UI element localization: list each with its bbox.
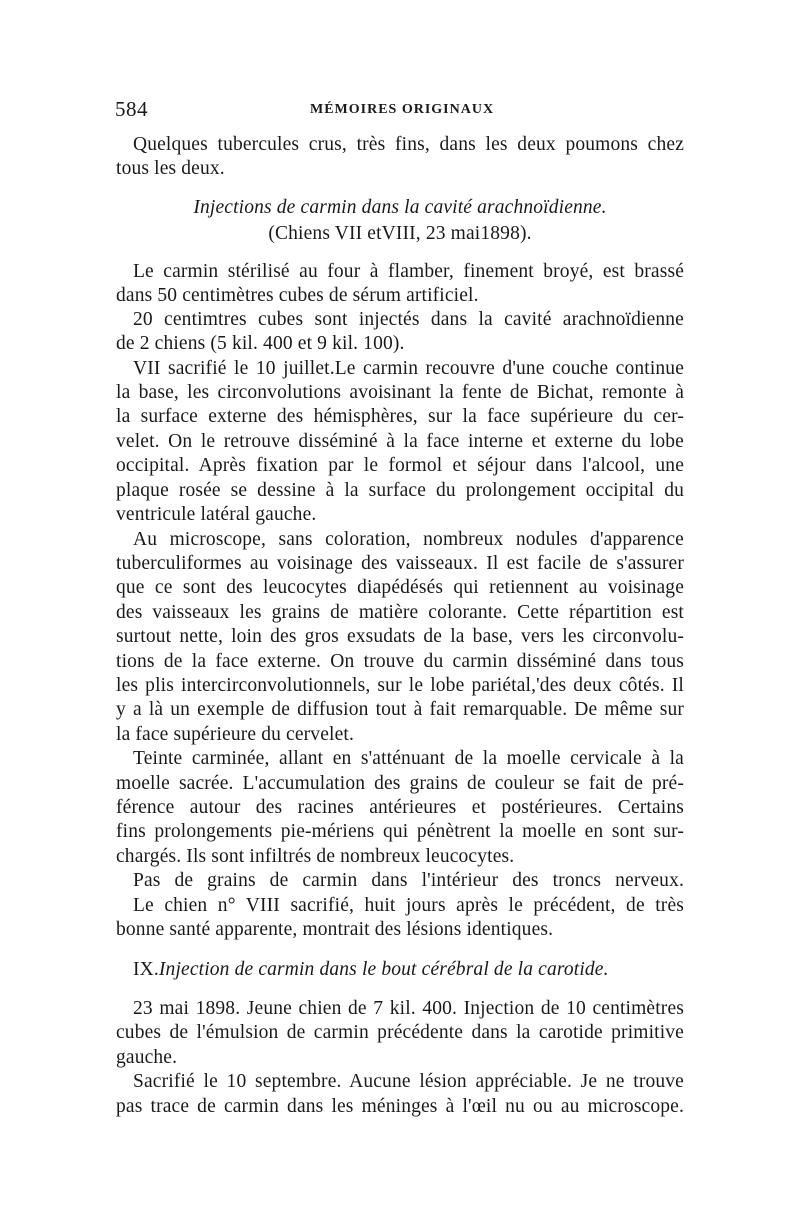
body-line: cubes de l'émulsion de carmin précédente dans la carotide primitive xyxy=(116,1022,684,1043)
body-line: 20 centimtres cubes sont injectés dans la cavité arachnoïdienne xyxy=(133,309,684,330)
page-header xyxy=(115,97,685,123)
body-line: chargés. Ils sont infiltrés de nombreux leucocytes. xyxy=(116,846,515,867)
body-line: que ce sont des leucocytes diapédésés qui retiennent au voisinage xyxy=(116,577,684,598)
section-subtitle: (Chiens VII etVIII, 23 mai1898). xyxy=(268,223,532,244)
body-line: pas trace de carmin dans les méninges à l'œil nu ou au microscope. xyxy=(116,1096,684,1117)
body-line: la base, les circonvolutions avoisinant la fente de Bichat, remonte à xyxy=(116,382,684,403)
body-line: la face supérieure du cervelet. xyxy=(116,724,354,745)
body-line: de 2 chiens (5 kil. 400 et 9 kil. 100). xyxy=(116,333,405,354)
body-line: tuberculiformes au voisinage des vaisseaux. Il est facile de s'assurer xyxy=(116,553,684,574)
body-line: 23 mai 1898. Jeune chien de 7 kil. 400. Injection de 10 centimètres xyxy=(133,998,684,1019)
body-line: surtout nette, loin des gros exsudats de la base, vers les circonvolu- xyxy=(116,626,684,647)
section-title: Injections de carmin dans la cavité arachnoïdienne. xyxy=(193,197,607,218)
body-line: occipital. Après fixation par le formol et séjour dans l'alcool, une xyxy=(116,455,684,476)
running-head: MÉMOIRES ORIGINAUX xyxy=(310,102,495,117)
body-line: gauche. xyxy=(116,1047,178,1068)
body-line: Quelques tubercules crus, très fins, dans les deux poumons chez xyxy=(133,134,684,155)
body-line: plaque rosée se dessine à la surface du prolongement occipital du xyxy=(116,480,684,501)
body-line: fins prolongements pie-mériens qui pénètrent la moelle en sont sur- xyxy=(116,821,684,842)
section-number: IX. xyxy=(133,959,159,980)
body-line: velet. On le retrouve disséminé à la face interne et externe du lobe xyxy=(116,431,684,452)
body-line: dans 50 centimètres cubes de sérum artificiel. xyxy=(116,285,479,306)
body-line: Pas de grains de carmin dans l'intérieur des troncs nerveux. xyxy=(133,870,684,891)
body-line: VII sacrifié le 10 juillet.Le carmin recouvre d'une couche continue xyxy=(133,358,684,379)
body-line: moelle sacrée. L'accumulation des grains de couleur se fait de pré- xyxy=(116,773,684,794)
body-line: ventricule latéral gauche. xyxy=(116,504,317,525)
body-line: Le carmin stérilisé au four à flamber, finement broyé, est brassé xyxy=(133,261,684,282)
body-line: bonne santé apparente, montrait des lésions identiques. xyxy=(116,919,554,940)
body-line: y a là un exemple de diffusion tout à fait remarquable. De même sur xyxy=(116,699,684,720)
page-number: 584 xyxy=(115,97,148,121)
section-heading xyxy=(133,958,609,982)
body-line: la surface externe des hémisphères, sur la face supérieure du cer- xyxy=(116,406,684,427)
body-line: les plis intercirconvolutionnels, sur le lobe pariétal,'des deux côtés. Il xyxy=(116,675,684,696)
body-line: Sacrifié le 10 septembre. Aucune lésion appréciable. Je ne trouve xyxy=(133,1071,684,1092)
body-line: Le chien n° VIII sacrifié, huit jours après le précédent, de très xyxy=(133,895,684,916)
body-line: tous les deux. xyxy=(116,158,225,179)
section-title: Injection de carmin dans le bout cérébral de la carotide. xyxy=(158,959,609,980)
body-line: Au microscope, sans coloration, nombreux nodules d'apparence xyxy=(133,529,684,550)
body-line: Teinte carminée, allant en s'atténuant de la moelle cervicale à la xyxy=(133,748,684,769)
body-line: tions de la face externe. On trouve du carmin disséminé dans tous xyxy=(116,651,684,672)
body-line: férence autour des racines antérieures et postérieures. Certains xyxy=(116,797,684,818)
body-line: des vaisseaux les grains de matière colorante. Cette répartition est xyxy=(116,602,684,623)
